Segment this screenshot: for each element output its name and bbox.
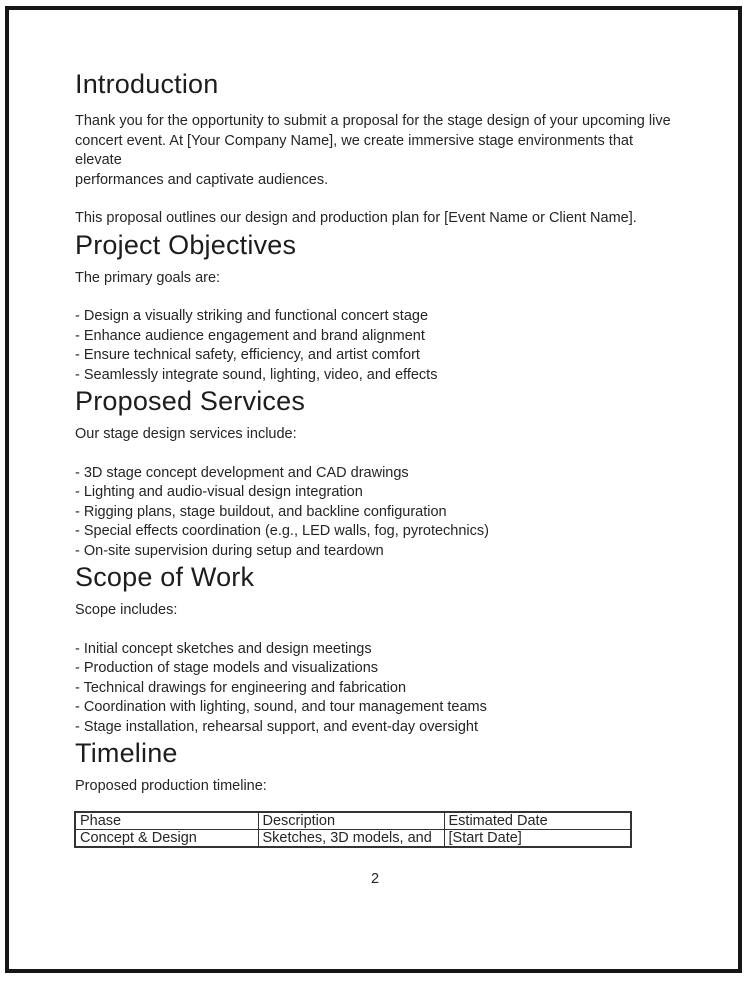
list-item: - Lighting and audio-visual design integration xyxy=(75,484,363,500)
list-item: - Special effects coordination (e.g., LED walls, fog, pyrotechnics) xyxy=(75,523,489,539)
table-cell-description: Sketches, 3D models, and xyxy=(258,829,444,847)
objectives-lead-text: The primary goals are: xyxy=(75,269,221,286)
section-heading-proposed-services: Proposed Services xyxy=(75,386,306,416)
body-text-line: Thank you for the opportunity to submit a proposal for the stage design of your upcoming live xyxy=(75,113,671,129)
page-number: 2 xyxy=(370,870,380,887)
table-header-description: Description xyxy=(258,812,444,830)
table-header-row xyxy=(75,812,631,830)
table-row xyxy=(75,829,631,847)
list-item: - Coordination with lighting, sound, and tour management teams xyxy=(75,699,487,715)
list-item: - Enhance audience engagement and brand alignment xyxy=(75,327,425,344)
intro-paragraph-2: This proposal outlines our design and production plan for [Event Name or Client Name]. xyxy=(75,210,637,226)
list-item: - Stage installation, rehearsal support, and event-day oversight xyxy=(75,718,479,735)
list-item: - 3D stage concept development and CAD drawings xyxy=(75,464,409,481)
table-header-phase: Phase xyxy=(75,812,258,830)
scope-list xyxy=(75,640,675,738)
objectives-list xyxy=(75,307,675,385)
scope-lead-text: Scope includes: xyxy=(75,602,178,618)
timeline-lead-text: Proposed production timeline: xyxy=(75,778,267,794)
list-item: - On-site supervision during setup and teardown xyxy=(75,542,384,559)
list-item: - Production of stage models and visualizations xyxy=(75,660,379,676)
table-cell-phase: Concept & Design xyxy=(75,829,258,847)
services-lead-text: Our stage design services include: xyxy=(75,426,297,442)
table-header-estimated-date: Estimated Date xyxy=(444,812,631,830)
section-heading-scope-of-work: Scope of Work xyxy=(75,562,255,592)
section-heading-timeline: Timeline xyxy=(75,738,178,768)
document-content xyxy=(75,0,675,889)
list-item: - Seamlessly integrate sound, lighting, video, and effects xyxy=(75,366,438,383)
list-item: - Initial concept sketches and design meetings xyxy=(75,640,372,657)
services-list xyxy=(75,464,675,562)
body-text-line: performances and captivate audiences. xyxy=(75,171,329,188)
list-item: - Design a visually striking and functional concert stage xyxy=(75,308,429,324)
list-item: - Rigging plans, stage buildout, and backline configuration xyxy=(75,503,447,520)
intro-paragraph-1 xyxy=(75,112,675,190)
table-cell-estimated-date: [Start Date] xyxy=(444,829,631,847)
timeline-table xyxy=(74,811,632,848)
section-heading-introduction: Introduction xyxy=(75,69,219,99)
body-text-line: concert event. At [Your Company Name], we create immersive stage environments that elevate xyxy=(75,132,633,168)
list-item: - Technical drawings for engineering and fabrication xyxy=(75,679,407,696)
list-item: - Ensure technical safety, efficiency, and artist comfort xyxy=(75,347,420,363)
section-heading-project-objectives: Project Objectives xyxy=(75,229,297,260)
